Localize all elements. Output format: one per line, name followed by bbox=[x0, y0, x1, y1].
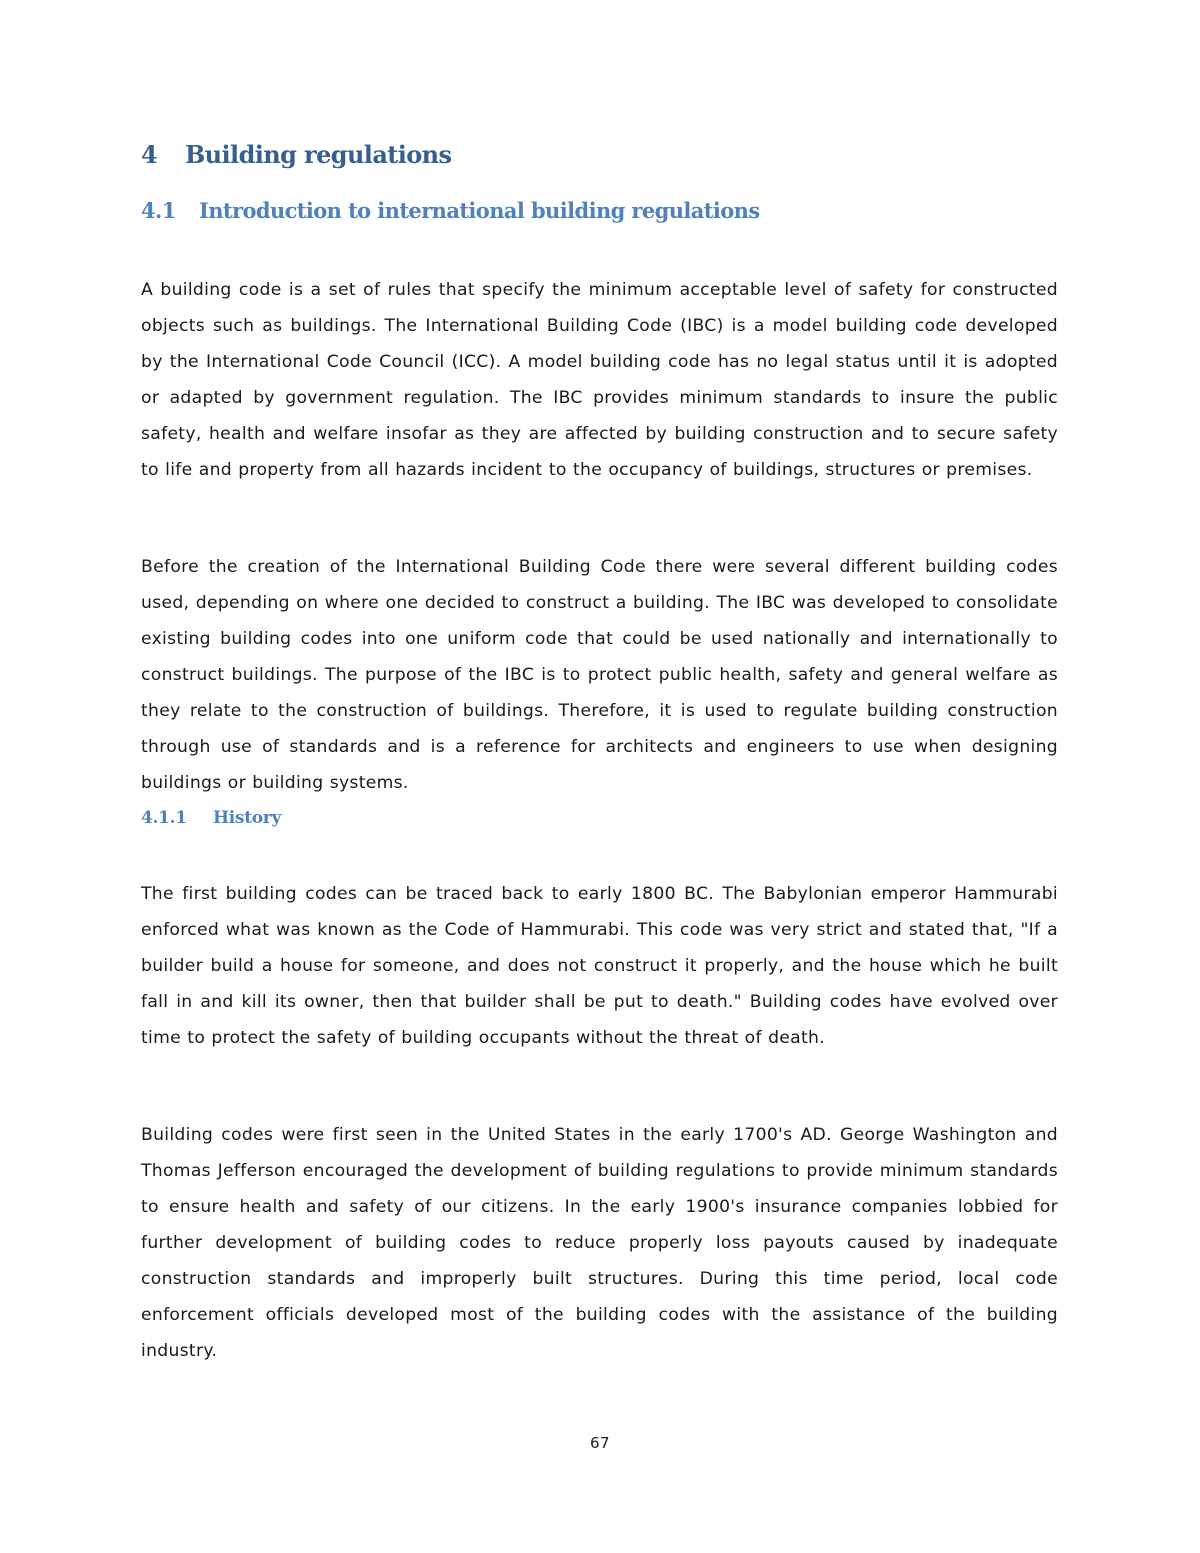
body-paragraph: The first building codes can be traced back to early 1800 BC. The Babylonian emperor Hammurabi enforced what was known as the Code of Hammurabi. This code was very strict and stated that, "If a builder build a house for someone, and does not construct it properly, and the house which he built fall in and kill its owner, then that builder shall be put to death." Building codes have evolved over time to protect the safety of building occupants without the threat of death. bbox=[141, 884, 1058, 1048]
subsection-title: History bbox=[213, 808, 282, 828]
chapter-title: Building regulations bbox=[185, 140, 452, 169]
section-heading bbox=[141, 198, 760, 223]
subsection-heading bbox=[141, 808, 281, 828]
chapter-number: 4 bbox=[141, 140, 158, 169]
chapter-heading bbox=[141, 140, 451, 169]
body-paragraph: Before the creation of the International Building Code there were several different building codes used, depending on where one decided to construct a building. The IBC was developed to consolidate existing building codes into one uniform code that could be used nationally and internationally to construct buildings. The purpose of the IBC is to protect public health, safety and general welfare as they relate to the construction of buildings. Therefore, it is used to regulate building construction through use of standards and is a reference for architects and engineers to use when designing buildings or building systems. bbox=[141, 557, 1058, 793]
body-paragraph: Building codes were first seen in the United States in the early 1700's AD. George Washington and Thomas Jefferson encouraged the development of building regulations to provide minimum standards to ensure health and safety of our citizens. In the early 1900's insurance companies lobbied for further development of building codes to reduce properly loss payouts caused by inadequate construction standards and improperly built structures. During this time period, local code enforcement officials developed most of the building codes with the assistance of the building industry. bbox=[141, 1125, 1058, 1361]
body-paragraph: A building code is a set of rules that specify the minimum acceptable level of safety for constructed objects such as buildings. The International Building Code (IBC) is a model building code developed by the International Code Council (ICC). A model building code has no legal status until it is adopted or adapted by government regulation. The IBC provides minimum standards to insure the public safety, health and welfare insofar as they are affected by building construction and to secure safety to life and property from all hazards incident to the occupancy of buildings, structures or premises. bbox=[141, 280, 1058, 480]
section-number: 4.1 bbox=[141, 198, 176, 223]
subsection-number: 4.1.1 bbox=[141, 808, 187, 828]
page-number: 67 bbox=[589, 1434, 611, 1452]
section-title: Introduction to international building regulations bbox=[199, 198, 760, 223]
